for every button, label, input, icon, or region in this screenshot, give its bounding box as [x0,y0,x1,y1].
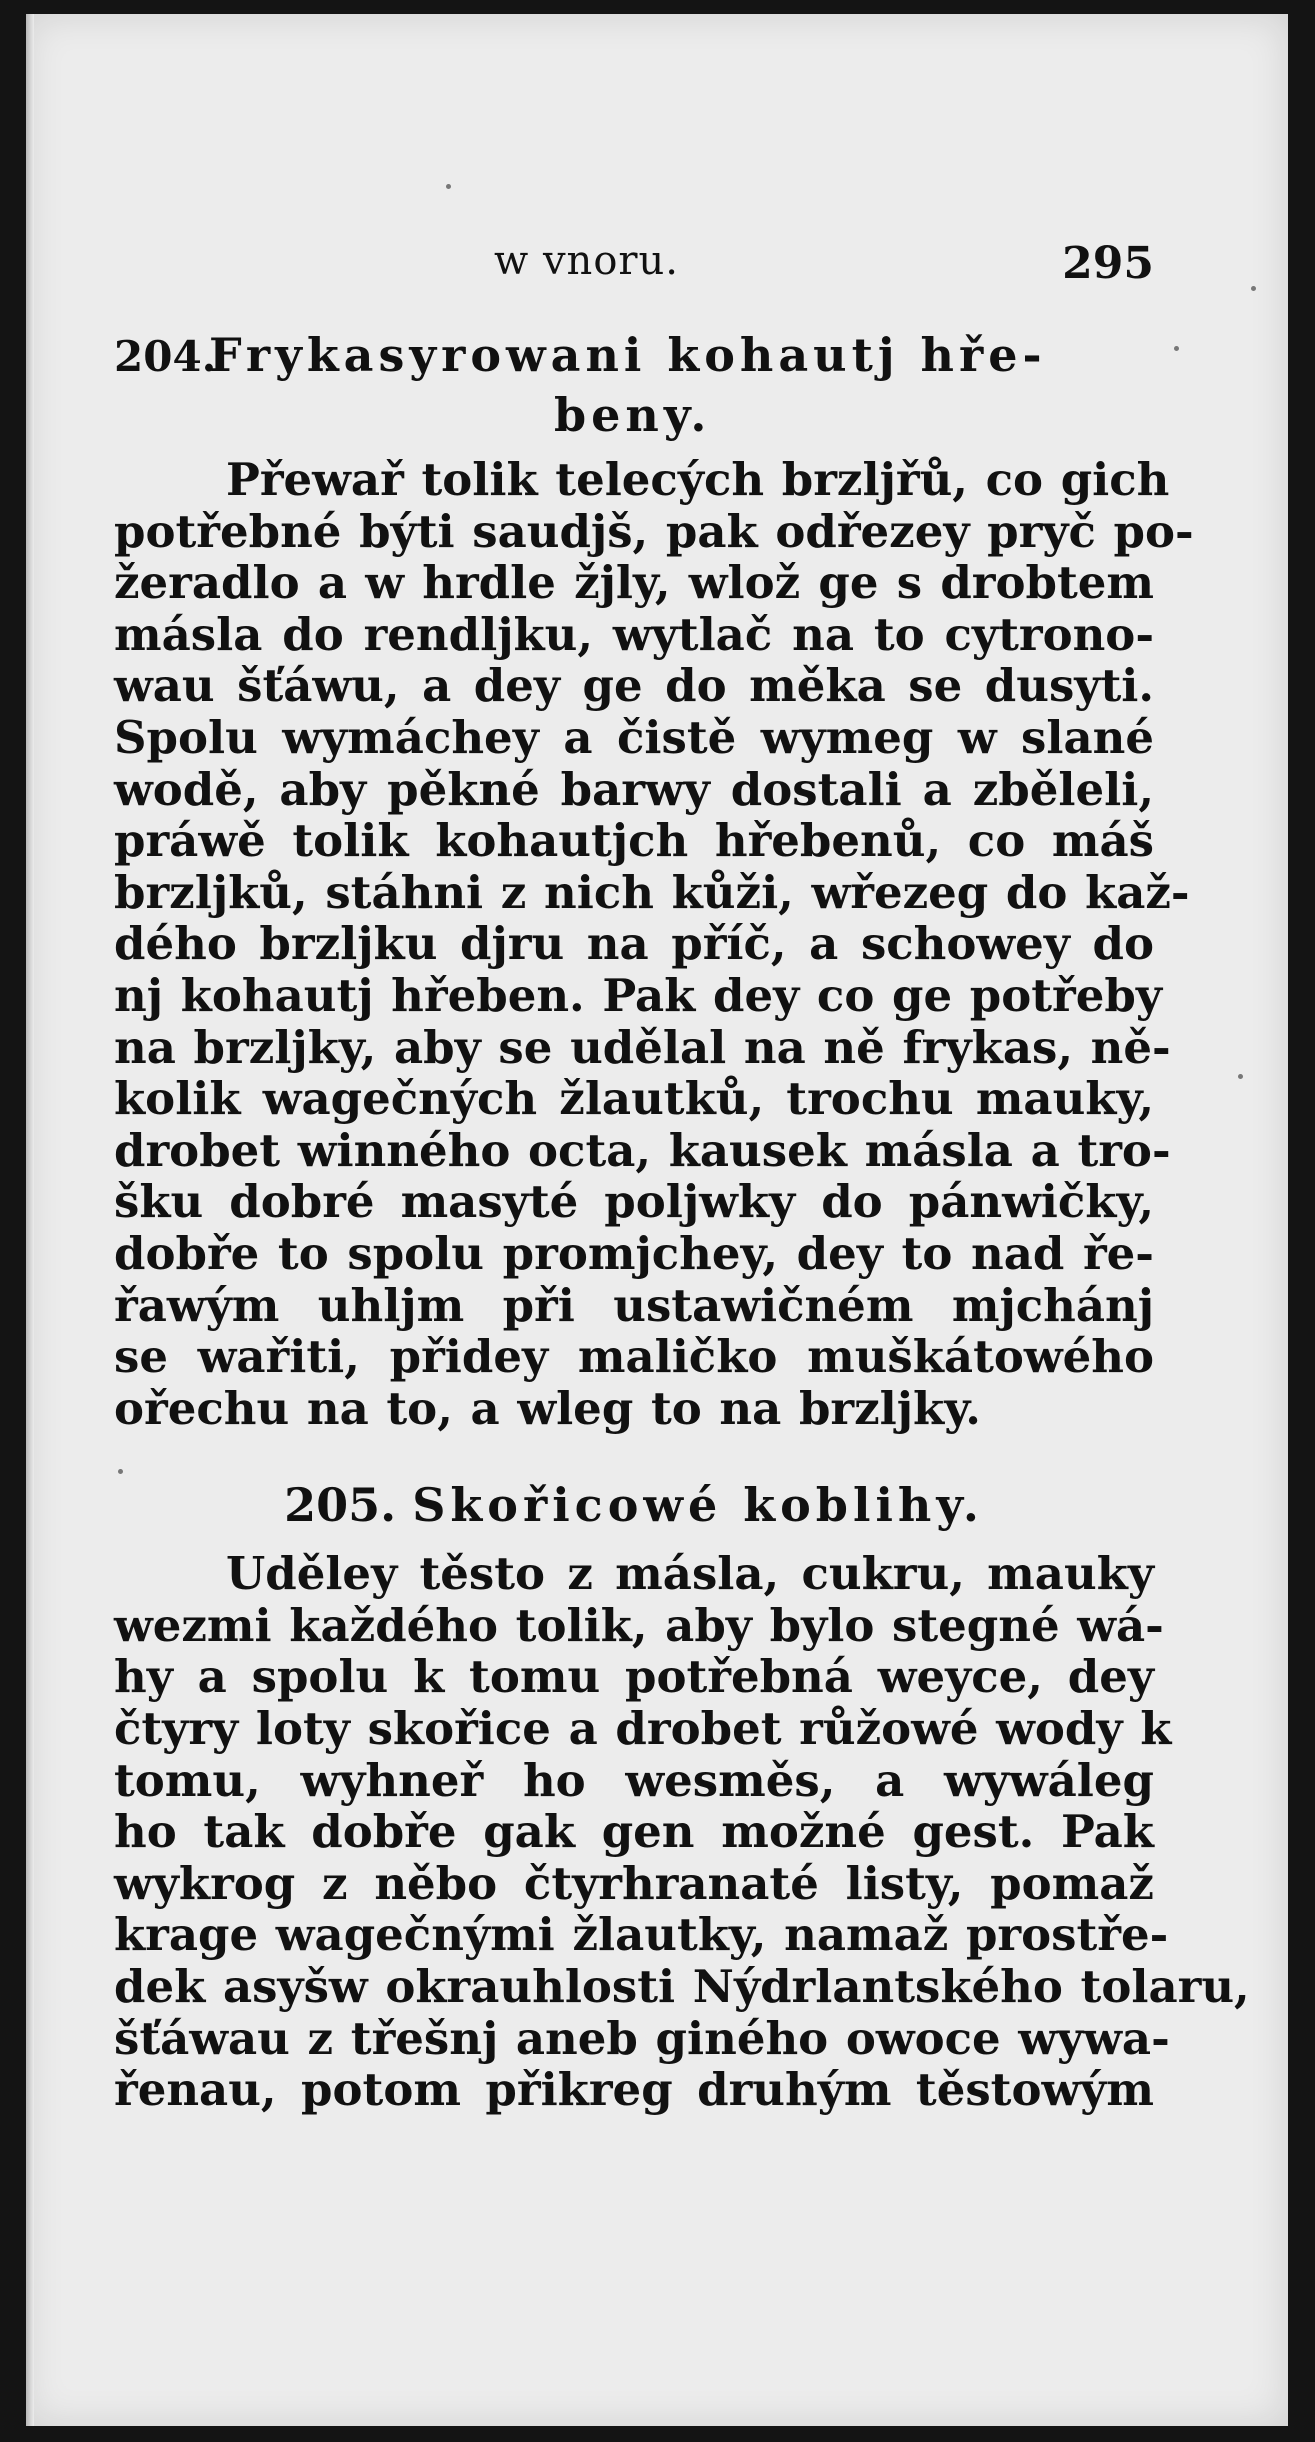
text-line: dého brzljku djru na příč, a schowey do [114,917,1154,971]
text-line: másla do rendljku, wytlač na to cytrono- [114,607,1154,661]
text-line: wykrog z něbo čtyrhranaté listy, pomaž [114,1856,1154,1910]
text-line: čtyry loty skořice a drobet růžowé wody k [114,1702,1172,1756]
recipe-title: Skořicowé koblihy. [412,1478,984,1533]
page-number: 295 [1062,238,1154,289]
paper-speck [446,184,451,189]
text-line: brzljků, stáhni z nich kůži, wřezeg do kaž- [114,865,1190,919]
page-text [114,224,1250,2117]
text-line: dek asyšw okrauhlosti Nýdrlantského tolaru, [114,1960,1250,2014]
text-line: potřebné býti saudjš, pak odřezey pryč po- [114,504,1194,558]
text-line: Přewař tolik telecých brzljřů, co gich [226,453,1170,506]
text-line: řenau, potom přikreg druhým těstowým [114,2063,1154,2117]
text-line: wodě, aby pěkné barwy dostali a zběleli, [114,762,1154,816]
paper-speck [1238,1074,1243,1079]
text-line: tomu, wyhneř ho wesměs, a wywáleg [114,1753,1154,1807]
text-line: ořechu na to, a wleg to na brzljky. [114,1381,981,1435]
recipe-title-continuation: beny. [554,388,712,442]
paper-speck [1174,346,1179,351]
text-line: řawým uhljm při ustawičném mjchánj [114,1278,1154,1332]
text-line: nj kohautj hřeben. Pak dey co ge potřeby [114,968,1162,1022]
text-line: se wařiti, přidey maličko muškátowého [114,1330,1154,1384]
text-line: ho tak dobře gak gen možné gest. Pak [114,1805,1154,1859]
text-line: drobet winného octa, kausek másla a tro- [114,1123,1171,1177]
recipe-body [114,1547,1250,2117]
text-line: šku dobré masyté poljwky do pánwičky, [114,1175,1154,1229]
text-line: na brzljky, aby se udělal na ně frykas, ně- [114,1020,1171,1074]
text-line: práwě tolik kohautjch hřebenů, co máš [114,814,1154,868]
text-line: hy a spolu k tomu potřebná weyce, dey [114,1650,1154,1704]
recipe-number: 205. [284,1478,397,1533]
text-line: kolik wagečných žlautků, trochu mauky, [114,1072,1154,1126]
running-title: w vnoru. [494,238,679,284]
text-line: šťáwau z třešnj aneb giného owoce wywa- [114,2011,1170,2065]
recipe-title: Frykasyrowani kohautj hře- [209,328,1047,382]
recipe-number: 204. [114,332,217,381]
book-page [26,14,1288,2426]
text-line: krage wagečnými žlautky, namaž prostře- [114,1908,1169,1962]
text-line: Spolu wymáchey a čistě wymeg w slané [114,710,1154,764]
page-gutter-shadow [26,14,34,2426]
text-line: wau šťáwu, a dey ge do měka se dusyti. [114,659,1154,713]
recipe-body [114,453,1194,1435]
recipe-heading [114,326,1154,386]
paper-speck [1251,286,1256,291]
text-line: dobře to spolu promjchey, dey to nad ře- [114,1226,1154,1280]
recipe-heading [114,1476,1154,1534]
text-line: Uděley těsto z másla, cukru, mauky [226,1547,1154,1601]
text-line: wezmi každého tolik, aby bylo stegné wá- [114,1598,1164,1652]
running-head [114,224,1154,304]
text-line: žeradlo a w hrdle žjly, wlož ge s drobtem [114,556,1154,610]
